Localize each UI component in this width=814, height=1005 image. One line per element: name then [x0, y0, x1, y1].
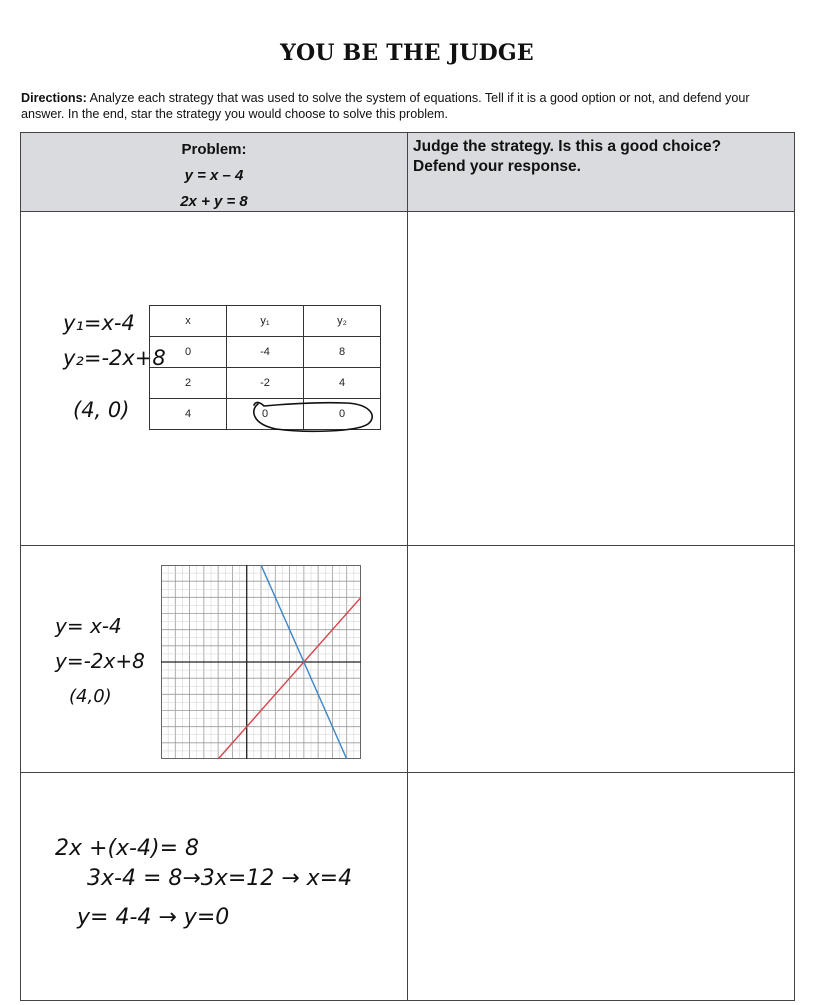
graph-work-line1: y= x-4 [55, 614, 122, 638]
problem-label: Problem: [181, 141, 247, 158]
col-header-x: x [150, 306, 227, 337]
row-divider [21, 211, 794, 212]
problem-eq1: y = x – 4 [184, 167, 244, 184]
cell: 0 [227, 399, 304, 430]
graph-work-line3: (4,0) [69, 686, 112, 707]
table-work-line3: (4, 0) [73, 398, 130, 422]
directions-label: Directions: [21, 91, 87, 105]
cell: 4 [150, 399, 227, 430]
judge-subprompt: Defend your response. [413, 158, 581, 175]
cell: 2 [150, 368, 227, 399]
substitution-line2: 3x-4 = 8→3x=12 → x=4 [87, 866, 353, 891]
cell: -4 [227, 337, 304, 368]
values-table-header [150, 306, 381, 337]
cell: 0 [150, 337, 227, 368]
judge-prompt: Judge the strategy. Is this a good choice? [413, 138, 722, 155]
table-row [150, 368, 381, 399]
cell: -2 [227, 368, 304, 399]
col-header-y2: y₂ [304, 306, 381, 337]
row-divider [21, 545, 794, 546]
problem-cell [21, 137, 407, 215]
cell: 4 [304, 368, 381, 399]
judge-header-cell [413, 137, 783, 177]
graph-work-line2: y=-2x+8 [55, 649, 145, 673]
directions [21, 90, 791, 122]
directions-text: Analyze each strategy that was used to solve the system of equations. Tell if it is a good option or not, and defend your answer. In the end, star the strategy you would choose to solve this problem. [21, 91, 750, 121]
problem-eq2: 2x + y = 8 [180, 193, 248, 210]
page-title: YOU BE THE JUDGE [280, 40, 534, 66]
cell: 0 [304, 399, 381, 430]
cell: 8 [304, 337, 381, 368]
judge-table [20, 132, 795, 1001]
substitution-line3: y= 4-4 → y=0 [77, 905, 230, 930]
substitution-line1: 2x +(x-4)= 8 [55, 836, 199, 861]
column-divider [407, 133, 408, 1000]
col-header-y1: y₁ [227, 306, 304, 337]
table-work-line1: y₁=x-4 [63, 311, 135, 335]
row-divider [21, 772, 794, 773]
table-work-line2: y₂=-2x+8 [63, 346, 166, 370]
table-row [150, 337, 381, 368]
solution-circle [246, 396, 376, 436]
coordinate-graph [161, 565, 361, 759]
